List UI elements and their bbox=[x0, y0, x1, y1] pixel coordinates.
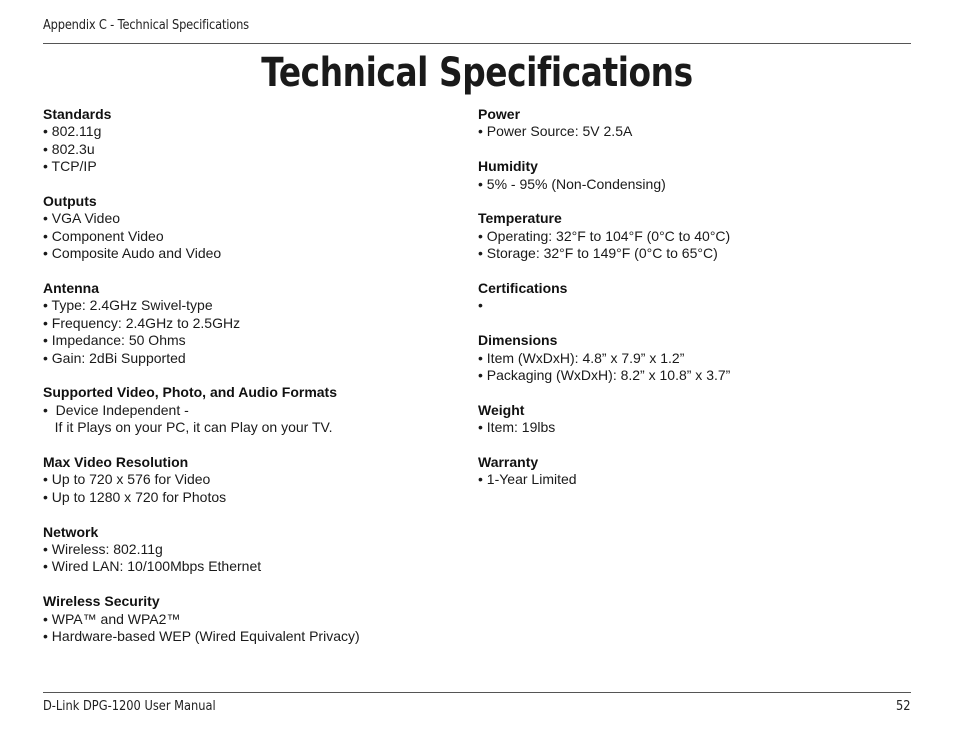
section-heading: Supported Video, Photo, and Audio Formats bbox=[43, 384, 337, 401]
spec-item: • VGA Video bbox=[43, 210, 121, 227]
section-heading: Power bbox=[478, 106, 521, 122]
section-heading: Weight bbox=[478, 401, 525, 418]
spec-section-max-video-resolution bbox=[43, 454, 463, 506]
page-title: Technical Specifications bbox=[261, 50, 693, 96]
spec-item: • Wireless: 802.11g bbox=[43, 541, 163, 558]
spec-section-temperature bbox=[478, 210, 908, 262]
spec-section-network bbox=[43, 524, 463, 576]
spec-section-antenna bbox=[43, 280, 463, 367]
section-heading: Outputs bbox=[43, 193, 97, 210]
spec-section-warranty bbox=[478, 454, 908, 489]
spec-item: • bbox=[478, 297, 483, 314]
section-heading: Wireless Security bbox=[43, 593, 160, 610]
section-heading: Certifications bbox=[478, 280, 568, 297]
spec-item: • 1-Year Limited bbox=[478, 471, 577, 488]
right-spec-column bbox=[478, 106, 908, 506]
spec-section-standards bbox=[43, 106, 463, 176]
footer-page-number: 52 bbox=[896, 699, 911, 714]
spec-section-weight bbox=[478, 402, 908, 437]
section-heading: Antenna bbox=[43, 280, 99, 297]
footer-rule bbox=[43, 692, 911, 693]
section-heading: Max Video Resolution bbox=[43, 454, 189, 471]
spec-item: • Storage: 32°F to 149°F (0°C to 65°C) bbox=[478, 245, 718, 262]
spec-item: • Item (WxDxH): 4.8” x 7.9” x 1.2” bbox=[478, 349, 685, 366]
section-heading: Dimensions bbox=[478, 332, 558, 349]
spec-item: • Item: 19lbs bbox=[478, 419, 556, 436]
section-heading: Network bbox=[43, 523, 99, 540]
spec-item: • Up to 1280 x 720 for Photos bbox=[43, 488, 227, 505]
section-heading: Warranty bbox=[478, 454, 539, 471]
spec-item: • Hardware-based WEP (Wired Equivalent Privacy) bbox=[43, 628, 360, 645]
spec-section-wireless-security bbox=[43, 593, 463, 645]
spec-item: • Wired LAN: 10/100Mbps Ethernet bbox=[43, 558, 262, 575]
spec-item: • WPA™ and WPA2™ bbox=[43, 610, 181, 627]
spec-item: • Composite Audo and Video bbox=[43, 245, 222, 262]
spec-item: • 5% - 95% (Non-Condensing) bbox=[478, 175, 666, 192]
spec-section-humidity bbox=[478, 158, 908, 193]
section-heading: Humidity bbox=[478, 158, 538, 175]
spec-section-power bbox=[478, 106, 908, 141]
spec-item: • Operating: 32°F to 104°F (0°C to 40°C) bbox=[478, 227, 731, 244]
footer-manual-name: D-Link DPG-1200 User Manual bbox=[43, 699, 216, 714]
spec-section-certifications bbox=[478, 280, 908, 315]
spec-section-dimensions bbox=[478, 332, 908, 384]
section-heading: Standards bbox=[43, 106, 112, 122]
spec-item: • Up to 720 x 576 for Video bbox=[43, 471, 211, 488]
spec-section-outputs bbox=[43, 193, 463, 263]
spec-item: • 802.11g bbox=[43, 123, 102, 140]
spec-item: If it Plays on your PC, it can Play on your TV. bbox=[43, 419, 333, 436]
spec-item: • Impedance: 50 Ohms bbox=[43, 332, 186, 349]
left-spec-column bbox=[43, 106, 463, 663]
spec-item: • Power Source: 5V 2.5A bbox=[478, 123, 633, 140]
spec-item: • 802.3u bbox=[43, 140, 95, 157]
spec-item: • Type: 2.4GHz Swivel-type bbox=[43, 297, 213, 314]
section-heading: Temperature bbox=[478, 210, 562, 227]
running-header: Appendix C - Technical Specifications bbox=[43, 18, 249, 33]
spec-item: • Component Video bbox=[43, 227, 164, 244]
spec-item: • Frequency: 2.4GHz to 2.5GHz bbox=[43, 314, 241, 331]
spec-item: • Device Independent - bbox=[43, 401, 189, 418]
spec-item: • Packaging (WxDxH): 8.2” x 10.8” x 3.7” bbox=[478, 367, 731, 384]
spec-section-supported-video-photo-and-audio-formats bbox=[43, 384, 463, 436]
header-rule bbox=[43, 43, 911, 44]
spec-item: • Gain: 2dBi Supported bbox=[43, 349, 186, 366]
spec-item: • TCP/IP bbox=[43, 158, 97, 175]
